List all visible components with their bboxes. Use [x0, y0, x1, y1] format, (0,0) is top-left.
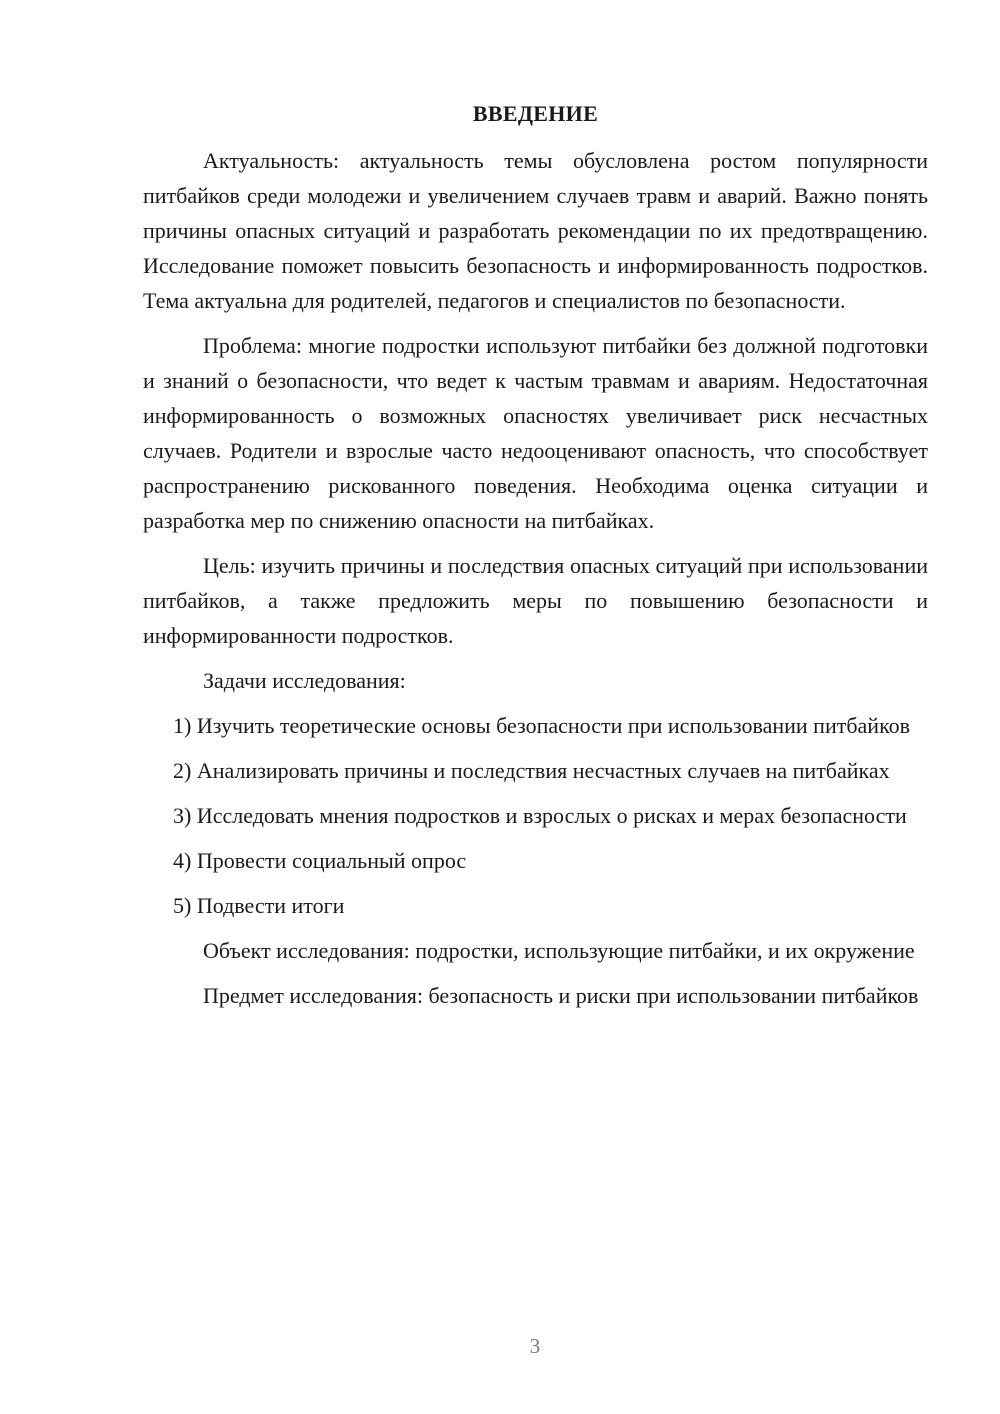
page-title: ВВЕДЕНИЕ: [472, 101, 599, 126]
tasks-heading: Задачи исследования:: [203, 668, 406, 693]
object-paragraph: Объект исследования: подростки, использующие питбайки, и их окружение: [203, 938, 915, 963]
problem-paragraph: Проблема: многие подростки используют питбайки без должной подготовки и знаний о безопасности, что ведет к частым травмам и авариям. Недостаточная информированность о возможных опасностях увеличивает риск несчастных случаев. Родители и взрослые часто недооценивают опасность, что способствует распространению рискованного поведения. Необходима оценка ситуации и разработка мер по снижению опасности на питбайках.: [143, 333, 928, 533]
task-item: 2) Анализировать причины и последствия несчастных случаев на питбайках: [173, 758, 890, 783]
page-content: [143, 96, 928, 1023]
task-item: 5) Подвести итоги: [173, 893, 345, 918]
goal-paragraph: Цель: изучить причины и последствия опасных ситуаций при использовании питбайков, а также предложить меры по повышению безопасности и информированности подростков.: [143, 553, 928, 648]
subject-paragraph: Предмет исследования: безопасность и риски при использовании питбайков: [203, 983, 919, 1008]
page-number: 3: [529, 1334, 541, 1358]
task-item: 1) Изучить теоретические основы безопасности при использовании питбайков: [173, 713, 911, 738]
task-item: 3) Исследовать мнения подростков и взрослых о рисках и мерах безопасности: [173, 803, 907, 828]
task-item: 4) Провести социальный опрос: [173, 848, 467, 873]
relevance-paragraph: Актуальность: актуальность темы обусловлена ростом популярности питбайков среди молодежи и увеличением случаев травм и аварий. Важно понять причины опасных ситуаций и разработать рекомендации по их предотвращению. Исследование поможет повысить безопасность и информированность подростков. Тема актуальна для родителей, педагогов и специалистов по безопасности.: [143, 148, 928, 313]
